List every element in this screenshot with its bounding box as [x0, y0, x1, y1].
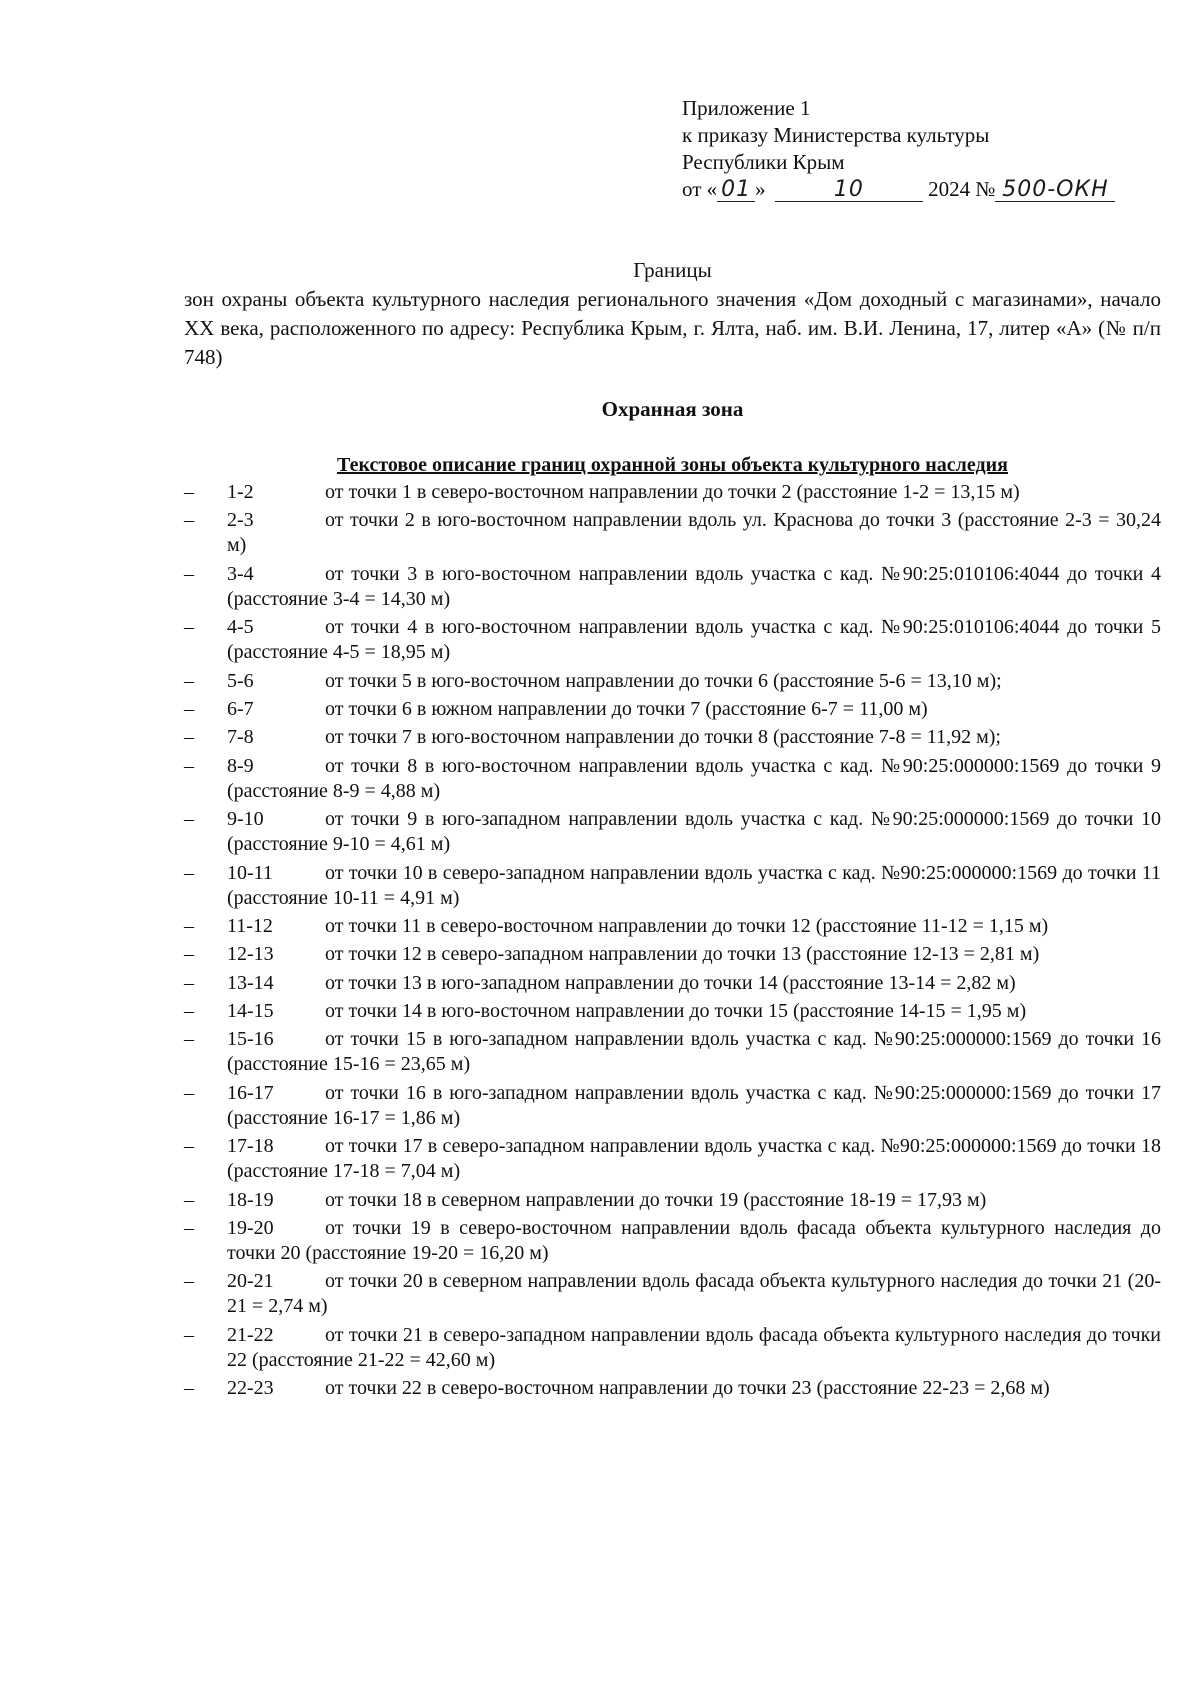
- heading-block: [184, 255, 1161, 372]
- list-dash: –: [184, 1377, 194, 1400]
- list-item-text: [227, 725, 1161, 750]
- segment-description: от точки 13 в юго-западном направлении до точки 14 (расстояние 13-14 = 2,82 м): [325, 971, 1016, 994]
- segment-description: от точки 2 в юго-восточном направлении вдоль ул. Краснова до точки 3 (расстояние 2-3 = 30,24 м): [227, 509, 1161, 557]
- list-item-text: [227, 807, 1161, 857]
- list-item: [184, 1269, 1161, 1319]
- date-day-handwritten: 01: [717, 179, 755, 202]
- list-dash: –: [184, 754, 194, 777]
- list-item-text: [227, 669, 1161, 694]
- annex-line: к приказу Министерства культуры: [682, 123, 990, 147]
- list-item: [184, 480, 1161, 505]
- year-number-label: 2024 №: [928, 177, 996, 201]
- list-item-text: [227, 914, 1161, 939]
- annex-line: Приложение 1: [682, 96, 811, 120]
- order-number-handwritten: 500-ОКН: [995, 179, 1115, 202]
- segment-description: от точки 20 в северном направлении вдоль фасада объекта культурного наследия до точки 21 (20-21 = 2,74 м): [227, 1270, 1161, 1318]
- segment-code: 20-21: [227, 1270, 274, 1293]
- list-dash: –: [184, 616, 194, 639]
- segment-description: от точки 14 в юго-восточном направлении до точки 15 (расстояние 14-15 = 1,95 м): [325, 1000, 1027, 1023]
- segment-description: от точки 17 в северо-западном направлении вдоль участка с кад. №90:25:000000:1569 до точки 18 (расстояние 17-18 = 7,04 м): [227, 1135, 1161, 1183]
- list-dash: –: [184, 808, 194, 831]
- segment-code: 7-8: [227, 726, 254, 749]
- section-heading: Текстовое описание границ охранной зоны объекта культурного наследия: [337, 454, 1008, 476]
- list-dash: –: [184, 509, 194, 532]
- list-dash: –: [184, 861, 194, 884]
- list-dash: –: [184, 1135, 194, 1158]
- list-dash: –: [184, 943, 194, 966]
- segment-code: 4-5: [227, 616, 254, 639]
- segment-description: от точки 3 в юго-восточном направлении вдоль участка с кад. №90:25:010106:4044 до точки 4 (расстояние 3-4 = 14,30 м): [227, 562, 1161, 610]
- segment-code: 16-17: [227, 1081, 274, 1104]
- annex-date-line: [682, 176, 1162, 203]
- list-item-text: [227, 942, 1161, 967]
- segment-code: 13-14: [227, 971, 274, 994]
- list-item-text: [227, 999, 1161, 1024]
- segment-code: 11-12: [227, 914, 273, 937]
- list-dash: –: [184, 914, 194, 937]
- list-item-text: [227, 480, 1161, 505]
- segment-description: от точки 19 в северо-восточном направлении вдоль фасада объекта культурного наследия до точки 20 (расстояние 19-20 = 16,20 м): [227, 1217, 1161, 1265]
- list-item: [184, 1134, 1161, 1184]
- segment-description: от точки 21 в северо-западном направлении вдоль фасада объекта культурного наследия до точки 22 (расстояние 21-22 = 42,60 м): [227, 1323, 1161, 1371]
- annex-block: [682, 95, 1162, 203]
- date-month-handwritten: 10: [775, 179, 923, 202]
- segment-code: 5-6: [227, 669, 254, 692]
- segment-code: 14-15: [227, 1000, 274, 1023]
- segment-description: от точки 22 в северо-восточном направлении до точки 23 (расстояние 22-23 = 2,68 м): [325, 1377, 1050, 1400]
- segment-code: 6-7: [227, 697, 254, 720]
- list-item: [184, 861, 1161, 911]
- segment-description: от точки 12 в северо-западном направлении до точки 13 (расстояние 12-13 = 2,81 м): [325, 943, 1040, 966]
- list-item: [184, 807, 1161, 857]
- list-dash: –: [184, 1323, 194, 1346]
- list-item: [184, 942, 1161, 967]
- list-item: [184, 562, 1161, 612]
- list-item-text: [227, 1081, 1161, 1131]
- list-item-text: [227, 1216, 1161, 1266]
- list-dash: –: [184, 1028, 194, 1051]
- segment-description: от точки 15 в юго-западном направлении вдоль участка с кад. №90:25:000000:1569 до точки 16 (расстояние 15-16 = 23,65 м): [227, 1028, 1161, 1076]
- segment-code: 15-16: [227, 1028, 274, 1051]
- segment-code: 8-9: [227, 754, 254, 777]
- list-item: [184, 1188, 1161, 1213]
- list-item-text: [227, 1134, 1161, 1184]
- list-dash: –: [184, 726, 194, 749]
- document-title: Границы: [633, 258, 712, 282]
- document-subtitle: зон охраны объекта культурного наследия регионального значения «Дом доходный с магазинами», начало XX века, расположенного по адресу: Республика Крым, г. Ялта, наб. им. В.И. Ленина, 17, литер «А» (№ п/п 748): [184, 287, 1161, 369]
- segment-code: 18-19: [227, 1188, 274, 1211]
- list-dash: –: [184, 562, 194, 585]
- list-item: [184, 1216, 1161, 1266]
- list-item-text: [227, 508, 1161, 558]
- segment-code: 22-23: [227, 1377, 274, 1400]
- list-item-text: [227, 1323, 1161, 1373]
- list-dash: –: [184, 1217, 194, 1240]
- segment-description: от точки 7 в юго-восточном направлении до точки 8 (расстояние 7-8 = 11,92 м);: [325, 726, 1001, 749]
- list-item-text: [227, 697, 1161, 722]
- segment-code: 2-3: [227, 509, 254, 532]
- list-item: [184, 508, 1161, 558]
- list-item: [184, 999, 1161, 1024]
- list-dash: –: [184, 697, 194, 720]
- list-item-text: [227, 1269, 1161, 1319]
- list-item: [184, 1081, 1161, 1131]
- list-item: [184, 697, 1161, 722]
- segment-description: от точки 4 в юго-восточном направлении вдоль участка с кад. №90:25:010106:4044 до точки 5 (расстояние 4-5 = 18,95 м): [227, 616, 1161, 664]
- annex-line: Республики Крым: [682, 150, 845, 174]
- list-dash: –: [184, 669, 194, 692]
- segment-code: 12-13: [227, 943, 274, 966]
- list-dash: –: [184, 1188, 194, 1211]
- segment-code: 19-20: [227, 1217, 274, 1240]
- list-item: [184, 1027, 1161, 1077]
- list-item-text: [227, 861, 1161, 911]
- segment-description: от точки 10 в северо-западном направлении вдоль участка с кад. №90:25:000000:1569 до точки 11 (расстояние 10-11 = 4,91 м): [227, 861, 1161, 909]
- list-item-text: [227, 1188, 1161, 1213]
- date-prefix: от «: [682, 177, 718, 201]
- list-dash: –: [184, 1081, 194, 1104]
- list-item-text: [227, 1027, 1161, 1077]
- list-item-text: [227, 971, 1161, 996]
- boundary-list: [184, 480, 1161, 1405]
- list-item-text: [227, 1376, 1161, 1401]
- segment-code: 1-2: [227, 481, 254, 503]
- date-mid: »: [755, 177, 766, 201]
- list-item: [184, 1376, 1161, 1401]
- segment-code: 17-18: [227, 1135, 274, 1158]
- list-item: [184, 725, 1161, 750]
- list-dash: –: [184, 481, 194, 503]
- list-item: [184, 615, 1161, 665]
- segment-code: 10-11: [227, 861, 273, 884]
- list-dash: –: [184, 971, 194, 994]
- segment-description: от точки 8 в юго-восточном направлении вдоль участка с кад. №90:25:000000:1569 до точки 9 (расстояние 8-9 = 4,88 м): [227, 754, 1161, 802]
- list-item-text: [227, 615, 1161, 665]
- segment-code: 21-22: [227, 1323, 274, 1346]
- list-item: [184, 1323, 1161, 1373]
- list-item: [184, 669, 1161, 694]
- list-item: [184, 914, 1161, 939]
- list-item-text: [227, 754, 1161, 804]
- list-dash: –: [184, 1270, 194, 1293]
- zone-title: Охранная зона: [601, 397, 744, 421]
- list-item: [184, 754, 1161, 804]
- segment-code: 3-4: [227, 562, 254, 585]
- segment-description: от точки 5 в юго-восточном направлении до точки 6 (расстояние 5-6 = 13,10 м);: [325, 669, 1002, 692]
- list-item: [184, 971, 1161, 996]
- list-item-text: [227, 562, 1161, 612]
- segment-description: от точки 18 в северном направлении до точки 19 (расстояние 18-19 = 17,93 м): [325, 1188, 987, 1211]
- segment-description: от точки 16 в юго-западном направлении вдоль участка с кад. №90:25:000000:1569 до точки 17 (расстояние 16-17 = 1,86 м): [227, 1081, 1161, 1129]
- segment-description: от точки 11 в северо-восточном направлении до точки 12 (расстояние 11-12 = 1,15 м): [325, 914, 1049, 937]
- segment-description: от точки 9 в юго-западном направлении вдоль участка с кад. №90:25:000000:1569 до точки 10 (расстояние 9-10 = 4,61 м): [227, 808, 1161, 856]
- segment-code: 9-10: [227, 808, 264, 831]
- segment-description: от точки 6 в южном направлении до точки 7 (расстояние 6-7 = 11,00 м): [325, 697, 928, 720]
- list-dash: –: [184, 1000, 194, 1023]
- segment-description: от точки 1 в северо-восточном направлении до точки 2 (расстояние 1-2 = 13,15 м): [325, 481, 1020, 503]
